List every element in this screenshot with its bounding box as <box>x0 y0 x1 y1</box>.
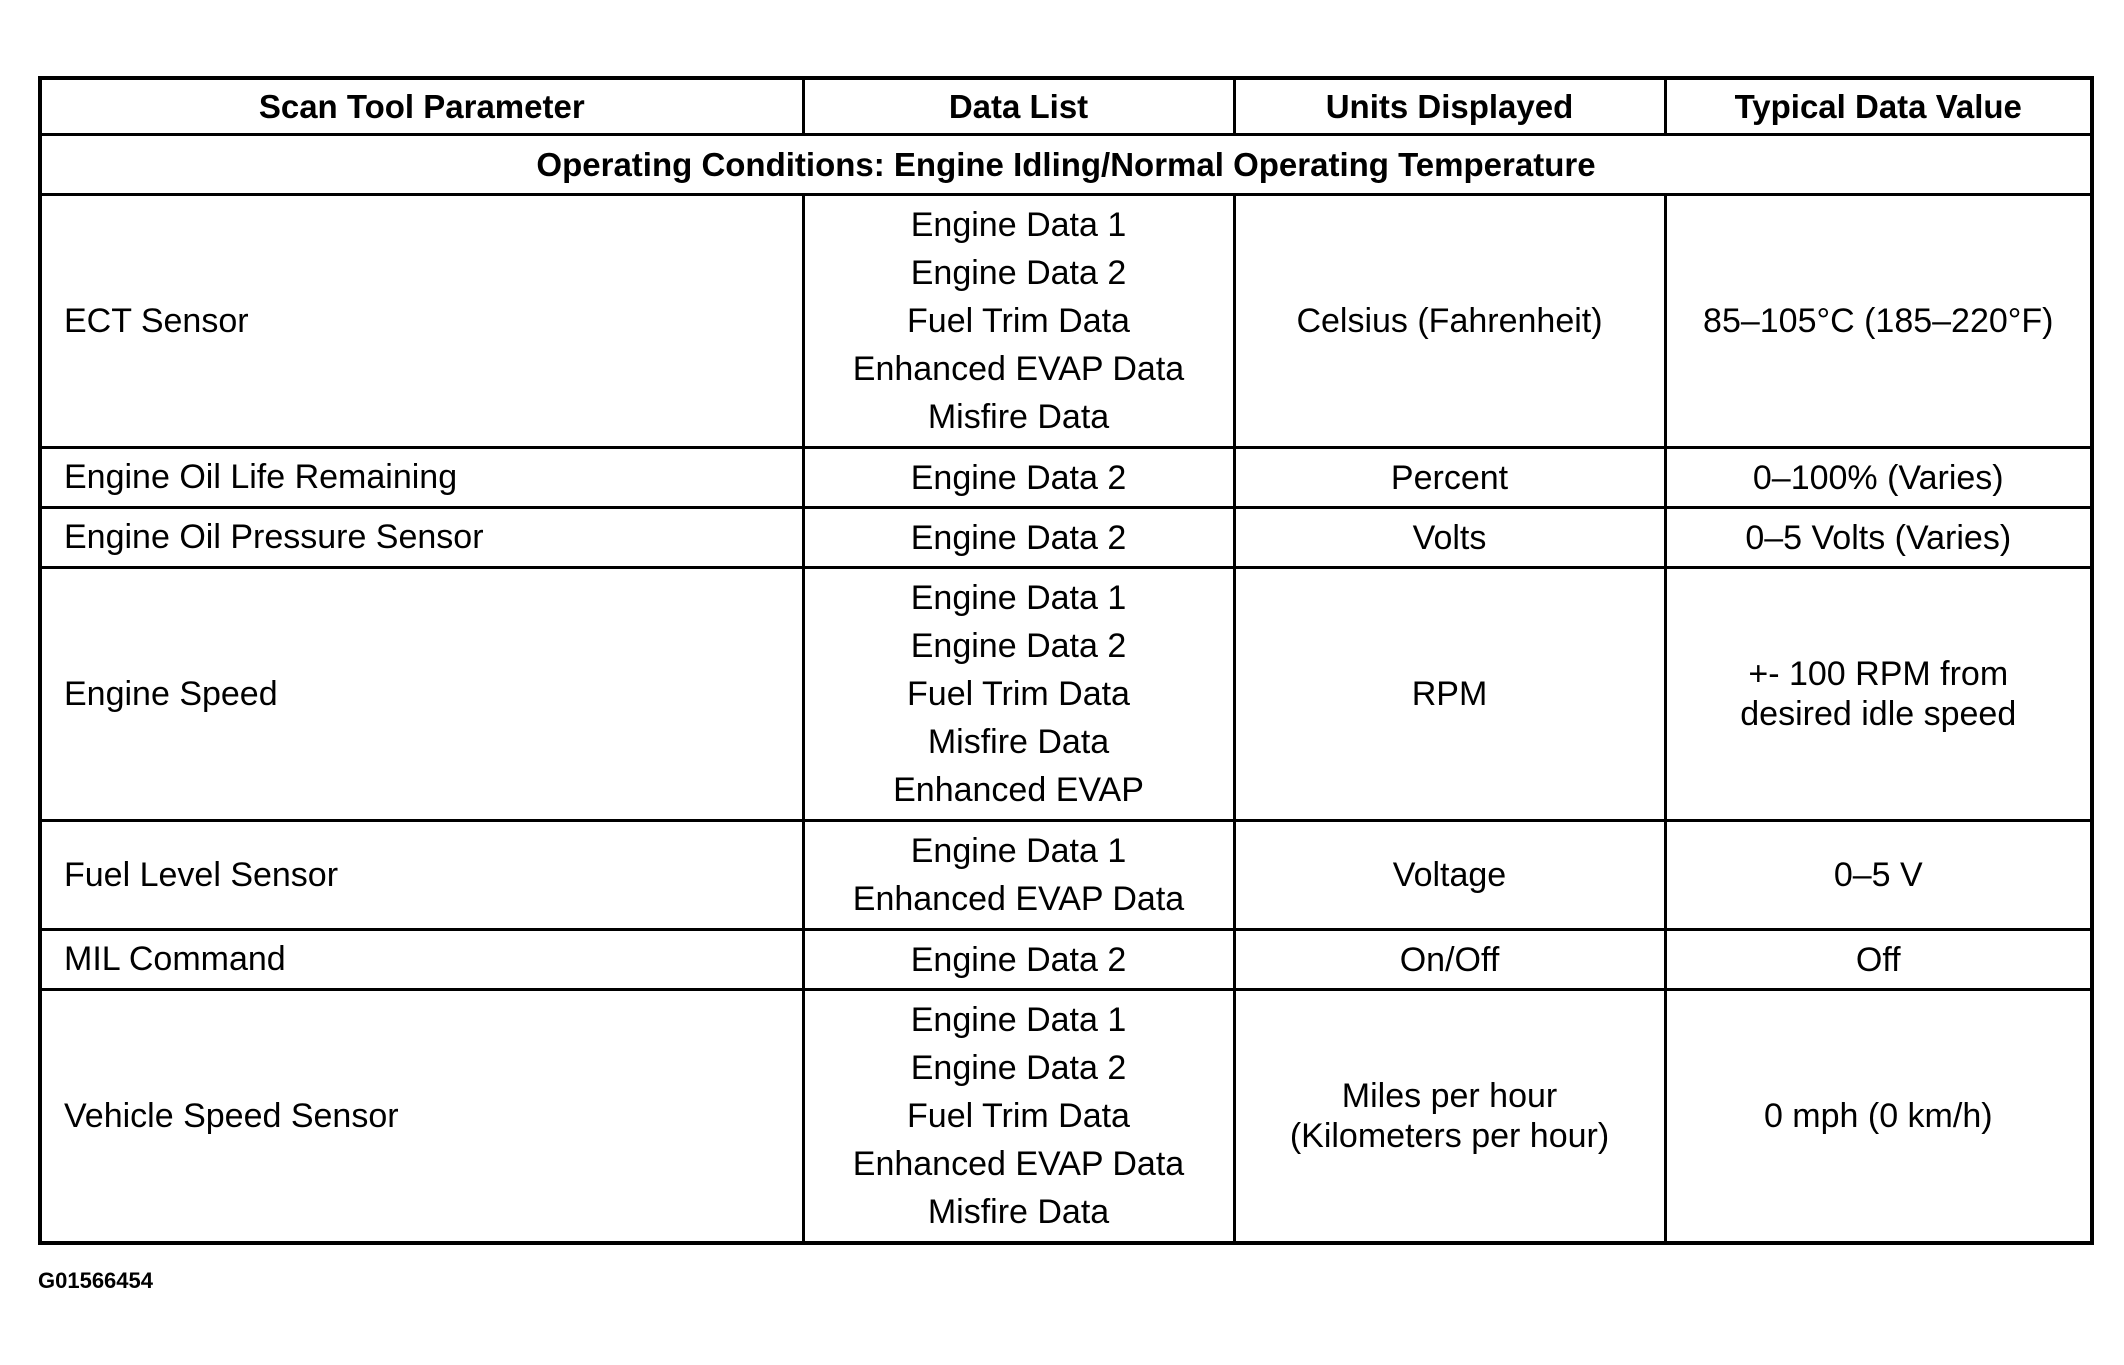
units-text: (Kilometers per hour) <box>1289 1117 1610 1155</box>
parameter-cell: Fuel Level Sensor <box>40 821 803 930</box>
table-row <box>40 990 2092 1244</box>
typical-value-cell <box>1665 821 2092 930</box>
units-text: Volts <box>1412 518 1487 557</box>
data-list-item: Enhanced EVAP Data <box>852 350 1185 388</box>
data-list-item: Misfire Data <box>927 398 1110 436</box>
data-list-item: Misfire Data <box>927 1193 1110 1231</box>
operating-conditions-row <box>40 135 2092 195</box>
data-list-cell <box>803 568 1234 821</box>
typical-value-cell <box>1665 195 2092 448</box>
data-list-item: Engine Data 2 <box>910 458 1127 497</box>
units-cell <box>1234 990 1665 1244</box>
data-list-item: Engine Data 1 <box>910 579 1127 617</box>
table-row <box>40 930 2092 990</box>
typical-value-text: 0 mph (0 km/h) <box>1763 1097 1993 1135</box>
data-list-item: Fuel Trim Data <box>907 675 1130 713</box>
header-units-displayed: Units Displayed <box>1234 78 1665 135</box>
units-text: Celsius (Fahrenheit) <box>1296 302 1603 340</box>
typical-value-text: 0–5 Volts (Varies) <box>1745 518 2012 557</box>
typical-value-text: 85–105°C (185–220°F) <box>1703 302 2054 340</box>
header-typical-data-value: Typical Data Value <box>1665 78 2092 135</box>
typical-value-text: 0–5 V <box>1833 856 1923 894</box>
typical-value-text: 0–100% (Varies) <box>1752 458 2004 497</box>
data-list-cell <box>803 990 1234 1244</box>
units-text: Voltage <box>1392 856 1507 894</box>
data-list-cell <box>803 195 1234 448</box>
data-list-item: Fuel Trim Data <box>907 1097 1130 1135</box>
units-text: On/Off <box>1399 940 1500 979</box>
typical-value-cell <box>1665 508 2092 568</box>
table-row <box>40 195 2092 448</box>
scan-tool-data-sheet <box>38 76 2090 1245</box>
data-list-item: Engine Data 2 <box>910 1049 1127 1087</box>
typical-value-text: desired idle speed <box>1740 695 2017 733</box>
table-row <box>40 448 2092 508</box>
parameter-cell: ECT Sensor <box>40 195 803 448</box>
table-row <box>40 821 2092 930</box>
units-text: RPM <box>1411 675 1488 713</box>
typical-value-cell <box>1665 930 2092 990</box>
data-list-item: Engine Data 2 <box>910 254 1127 292</box>
header-data-list: Data List <box>803 78 1234 135</box>
parameter-cell: Engine Speed <box>40 568 803 821</box>
data-list-item: Engine Data 1 <box>910 832 1127 870</box>
data-list-item: Engine Data 2 <box>910 627 1127 665</box>
data-list-cell <box>803 821 1234 930</box>
data-list-item: Fuel Trim Data <box>907 302 1130 340</box>
data-list-cell <box>803 448 1234 508</box>
data-list-item: Engine Data 1 <box>910 1001 1127 1039</box>
units-cell <box>1234 568 1665 821</box>
parameter-cell: Vehicle Speed Sensor <box>40 990 803 1244</box>
parameter-cell: MIL Command <box>40 930 803 990</box>
data-list-cell <box>803 508 1234 568</box>
typical-value-cell <box>1665 448 2092 508</box>
scan-tool-data-table <box>38 76 2094 1245</box>
table-row <box>40 568 2092 821</box>
parameter-cell: Engine Oil Pressure Sensor <box>40 508 803 568</box>
units-cell <box>1234 448 1665 508</box>
data-list-cell <box>803 930 1234 990</box>
header-row <box>40 78 2092 135</box>
units-text: Percent <box>1390 458 1509 497</box>
data-list-item: Enhanced EVAP <box>893 771 1144 809</box>
typical-value-text: Off <box>1855 940 1901 979</box>
typical-value-cell <box>1665 568 2092 821</box>
data-list-item: Engine Data 1 <box>910 206 1127 244</box>
data-list-item: Misfire Data <box>927 723 1110 761</box>
typical-value-cell <box>1665 990 2092 1244</box>
figure-id: G01566454 <box>38 1268 153 1293</box>
units-text: Miles per hour <box>1341 1077 1558 1115</box>
units-cell <box>1234 930 1665 990</box>
units-cell <box>1234 821 1665 930</box>
data-list-item: Engine Data 2 <box>910 518 1127 557</box>
header-scan-tool-parameter: Scan Tool Parameter <box>40 78 803 135</box>
data-list-item: Engine Data 2 <box>910 940 1127 979</box>
units-cell <box>1234 195 1665 448</box>
table-row <box>40 508 2092 568</box>
operating-conditions-label: Operating Conditions: Engine Idling/Normal Operating Temperature <box>40 135 2092 195</box>
parameter-cell: Engine Oil Life Remaining <box>40 448 803 508</box>
data-list-item: Enhanced EVAP Data <box>852 1145 1185 1183</box>
data-list-item: Enhanced EVAP Data <box>852 880 1185 918</box>
typical-value-text: +- 100 RPM from <box>1748 655 2009 693</box>
units-cell <box>1234 508 1665 568</box>
